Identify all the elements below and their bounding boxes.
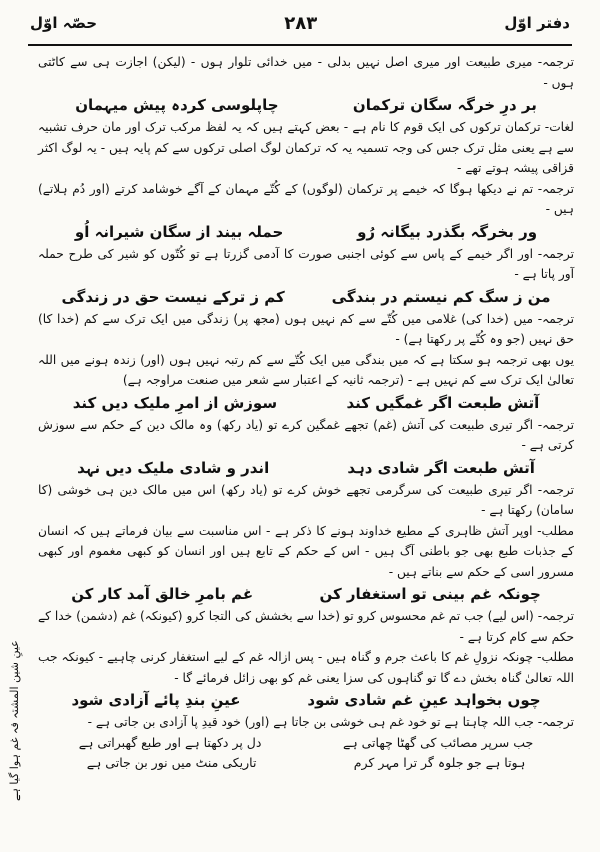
rubai-hemistich-left: تاریکی منٹ میں نور بن جاتی ہے: [86, 754, 257, 770]
verse-hemistich-right: ور بخرگہ بگذرد بیگانہ رُو: [357, 222, 538, 241]
paragraph: ترجمہ- (اس لیے) جب تم غم محسوس کرو تو (خدا سے بخشش کی التجا کرو (کیونکہ) غم (دشمن) خدا کے حکم سے کام کرتا ہے -: [38, 609, 574, 644]
header-left-title: حصّہ اوّل: [30, 14, 98, 32]
body-text: [38, 52, 574, 842]
verse-hemistich-right: آتش طبعت اگر غمگیں کند: [346, 393, 540, 412]
margin-note: عینِ شین المشتہ فہ غم ہوا گیا ہے: [8, 640, 21, 801]
verse-line: [38, 220, 574, 244]
verse-hemistich-right: بر درِ خرگہ سگان ترکمان: [352, 96, 537, 114]
paragraph: ترجمہ- تم نے دیکھا ہوگا کہ خیمے پر ترکمان (لوگوں) کے کُتّے مہمان کے آگے خوشامد کرتے (اور دُم ہلاتے) ہیں -: [38, 181, 574, 216]
verse-hemistich-left: حملہ بیند از سگان شیرانہ اُو: [74, 222, 284, 241]
paragraph: ترجمہ- اگر تیری طبیعت کی سرگرمی تجھے خوش کرے تو (یاد رکھ) اس میں مالک دین ہی خوشی (کا سامان) رکھتا ہے -: [38, 482, 574, 517]
paragraph: ترجمہ- جب اللہ چاہتا ہے تو خود غم ہی خوشی بن جاتا ہے (اور) خود قیدِ پا آزادی بن جاتی ہے -: [87, 715, 574, 729]
header-right-title: دفتر اوّل: [504, 14, 570, 32]
verse-hemistich-left: کم ز ترکے نیست حق در زندگی: [61, 287, 285, 306]
rubai-line: [38, 733, 574, 753]
header-rule: [28, 44, 572, 46]
paragraph: ترجمہ- اور اگر خیمے کے پاس سے کوئی اجنبی صورت کا آدمی گزرتا ہے تو کُتّوں کو شیر کی طرح حملہ آور پاتا ہے -: [38, 246, 574, 281]
verse-line: [38, 391, 574, 415]
verse-hemistich-left: اندر و شادی ملیک دیں نہد: [77, 458, 270, 477]
rubai-line: [38, 753, 574, 773]
verse-line: [38, 456, 574, 480]
paragraph: مطلب- چونکہ نزولِ غم کا باعث جرم و گناہ ہیں - پس ازالہ غم کے لیے استغفار کرنی چاہیے - کیونکہ جب اللہ تعالیٰ گناہ بخش دے گا تو گناہوں کی سزا یعنی غم کو بھی زائل فرمائے گا -: [38, 650, 574, 685]
page-header: [30, 8, 570, 38]
paragraph: لغات- ترکمان ترکوں کی ایک قوم کا نام ہے - بعض کہتے ہیں کہ یہ لفظ مرکب ترک اور مان حرف تشبیہ سے ہے یعنی مثل ترک جس کی وجہ تسمیہ یہ کہ ترکمان لوگ اصلی ترکوں سے کم پایہ ہیں - یہ لوگ اکثر قزاقی پیشہ ہوتے تھے -: [38, 120, 574, 175]
paragraph: مطلب- اوپر آتش ظاہری کے مطیع خداوند ہونے کا ذکر ہے - اس مناسبت سے بیان فرماتے ہیں کہ انسان کے جذبات طبع بھی جو باطنی آگ ہیں - اس کے حکم کے تابع ہیں اور انسان کو کبھی مغموم اور کبھی مسرور اسی کے حکم سے بناتے ہیں -: [38, 523, 574, 579]
verse-hemistich-right: چونکہ غم بینی تو استغفار کن: [319, 585, 541, 603]
paragraph: یوں بھی ترجمہ ہو سکتا ہے کہ میں بندگی میں ایک کُتّے سے کم رتبہ نہیں ہوں (اور) زندہ ہونے میں اللہ تعالیٰ ایک ترک سے کم نہیں ہے - (ترجمہ ثانیہ کے اعتبار سے شعر میں صنعت مراوجہ ہے): [38, 352, 574, 387]
rubai-hemistich-left: دل پر دکھتا ہے اور طبع گھبراتی ہے: [78, 734, 262, 750]
verse-hemistich-left: سوزش از امرِ ملیک دیں کند: [72, 393, 278, 412]
verse-hemistich-right: من ز سگ کم نیستم در بندگی: [331, 287, 551, 306]
verse-hemistich-right: چوں بخواہد عینِ غم شادی شود: [307, 691, 541, 709]
paragraph: ترجمہ- میری طبیعت اور میری اصل نہیں بدلی - میں خدائی تلوار ہوں - (لیکن) اجازت ہی سے کاٹتی ہوں -: [38, 55, 574, 90]
rubai-hemistich-right: جب سرپر مصائب کی گھٹا چھاتی ہے: [343, 734, 534, 750]
paragraph: ترجمہ- اگر تیری طبیعت کی آتش (غم) تجھے غمگین کرے تو (یاد رکھ) وہ مالک دین کے حکم سے سوزش کرتی ہے -: [38, 417, 574, 452]
verse-line: [38, 93, 574, 117]
paragraph: ترجمہ- میں (خدا کی) غلامی میں کُتّے سے کم نہیں ہوں (مجھ پر) زندگی میں ایک ترک سے کم (خدا کا) حق نہیں (جو وہ کُتّے پر رکھتا ہے) -: [38, 311, 574, 346]
verse-line: [38, 285, 574, 309]
verse-hemistich-left: غم بامرِ خالق آمد کار کن: [71, 585, 254, 603]
verse-line: [38, 688, 574, 712]
verse-hemistich-left: چاپلوسی کردہ پیش میہمان: [75, 96, 279, 114]
verse-hemistich-right: آتش طبعت اگر شادی دہد: [347, 458, 535, 477]
verse-line: [38, 582, 574, 606]
page-number: ۲۸۳: [284, 12, 318, 34]
verse-hemistich-left: عینِ بندِ پائے آزادی شود: [71, 691, 241, 709]
rubai-hemistich-right: ہوتا ہے جو جلوہ گر ترا مہر کرم: [353, 754, 526, 770]
